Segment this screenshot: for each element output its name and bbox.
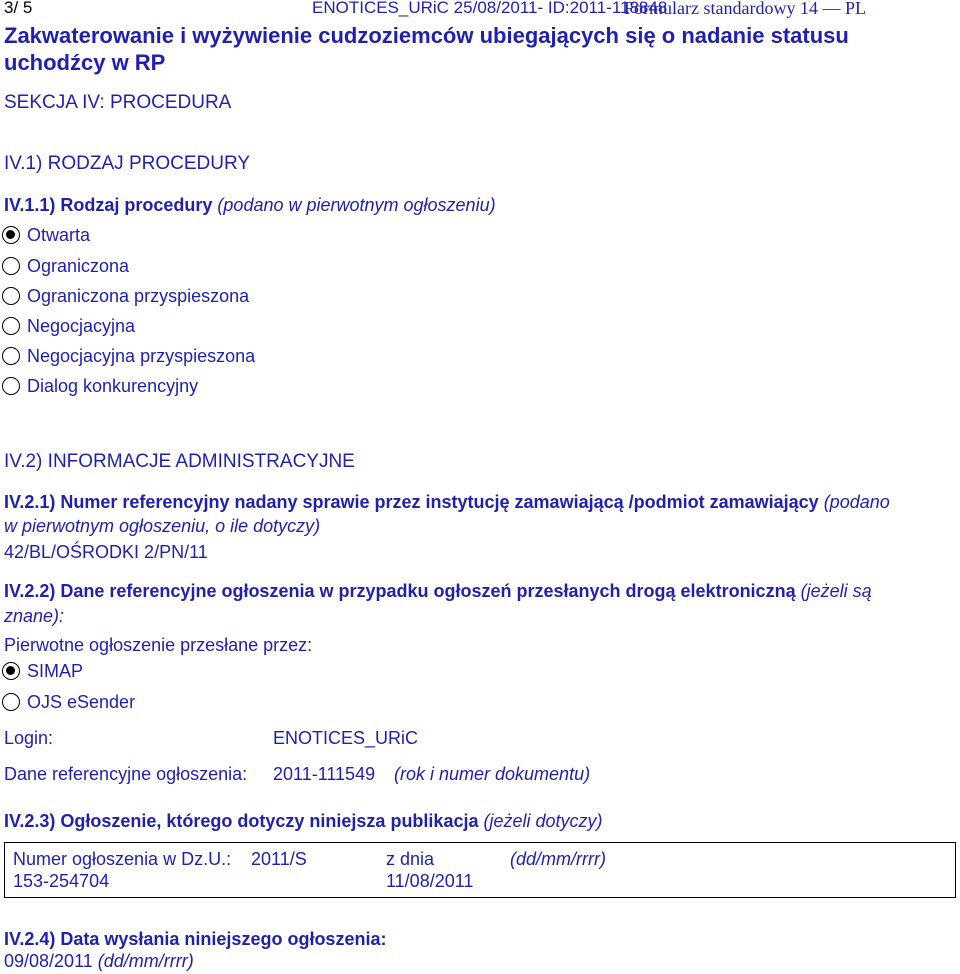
- radio-unchecked-icon[interactable]: [2, 257, 20, 275]
- notice-id: ENOTICES_URiC 25/08/2011- ID:2011-118848: [312, 0, 668, 17]
- radio-unchecked-icon[interactable]: [2, 317, 20, 335]
- login-label: Login:: [4, 728, 54, 748]
- related-notice-heading: [4, 810, 603, 833]
- related-notice-note: (jeżeli dotyczy): [483, 811, 603, 831]
- ref-number-value: 42/BL/OŚRODKI 2/PN/11: [4, 542, 208, 562]
- dispatch-date-line: [4, 950, 194, 973]
- login-value: ENOTICES_URiC: [273, 728, 419, 748]
- radio-unchecked-icon[interactable]: [2, 693, 20, 711]
- ref-number-note: (podano: [823, 492, 890, 512]
- radio-unchecked-icon[interactable]: [2, 377, 20, 395]
- oj-number-label: Numer ogłoszenia w Dz.U.:: [13, 849, 232, 869]
- electronic-ref-label: IV.2.2) Dane referencyjne ogłoszenia w przypadku ogłoszeń przesłanych drogą elektroniczną: [4, 581, 796, 601]
- radio-unchecked-icon[interactable]: [2, 287, 20, 305]
- dispatch-date-format: (dd/mm/rrrr): [97, 951, 194, 971]
- publication-ref-box: [4, 842, 956, 898]
- electronic-ref-heading: [4, 580, 872, 603]
- procedure-option-label: Negocjacyjna przyspieszona: [27, 346, 256, 366]
- sent-by-option[interactable]: [2, 660, 83, 682]
- procedure-type-heading: [4, 194, 496, 217]
- date-format: (dd/mm/rrrr): [510, 849, 606, 869]
- sent-by-option-label: OJS eSender: [27, 692, 136, 712]
- electronic-ref-note-cont: znane):: [4, 606, 65, 626]
- procedure-option-label: Otwarta: [27, 225, 91, 245]
- related-notice-label: IV.2.3) Ogłoszenie, którego dotyczy niniejsza publikacja: [4, 811, 479, 831]
- date-value: 11/08/2011: [386, 871, 474, 891]
- radio-checked-icon[interactable]: [2, 226, 20, 244]
- procedure-option-label: Negocjacyjna: [27, 316, 136, 336]
- sent-by-option[interactable]: [2, 691, 135, 713]
- notice-ref-value: 2011-111549: [273, 764, 376, 784]
- form-label: Formularz standardowy 14 — PL: [624, 0, 866, 18]
- procedure-type-label: IV.1.1) Rodzaj procedury: [4, 195, 213, 215]
- oj-number-part1: 2011/S: [251, 849, 307, 869]
- procedure-option[interactable]: [2, 315, 135, 337]
- notice-ref-label: Dane referencyjne ogłoszenia:: [4, 764, 248, 784]
- dispatch-date-value: 09/08/2011: [4, 951, 93, 971]
- procedure-option[interactable]: [2, 255, 129, 277]
- radio-unchecked-icon[interactable]: [2, 347, 20, 365]
- dispatch-date-heading: IV.2.4) Data wysłania niniejszego ogłoszenia:: [4, 929, 387, 949]
- procedure-option[interactable]: [2, 224, 90, 246]
- procedure-option-label: Ograniczona przyspieszona: [27, 286, 250, 306]
- procedure-type-note: (podano w pierwotnym ogłoszeniu): [217, 195, 496, 215]
- procedure-option[interactable]: [2, 285, 249, 307]
- procedure-option[interactable]: [2, 345, 255, 367]
- notice-ref-format: (rok i numer dokumentu): [394, 764, 591, 784]
- sent-by-label: Pierwotne ogłoszenie przesłane przez:: [4, 635, 313, 655]
- procedure-option-label: Ograniczona: [27, 256, 130, 276]
- page-header: [0, 0, 960, 16]
- ref-number-label: IV.2.1) Numer referencyjny nadany sprawie przez instytucję zamawiającą /podmiot zamawiający: [4, 492, 819, 512]
- ref-number-note-cont: w pierwotnym ogłoszeniu, o ile dotyczy): [4, 516, 321, 536]
- date-label: z dnia: [386, 849, 435, 869]
- sent-by-option-label: SIMAP: [27, 661, 84, 681]
- radio-checked-icon[interactable]: [2, 662, 20, 680]
- page-title: Zakwaterowanie i wyżywienie cudzoziemców ubiegających się o nadanie statusu uchodźcy w RP: [4, 23, 849, 75]
- electronic-ref-note: (jeżeli są: [800, 581, 872, 601]
- admin-heading: IV.2) INFORMACJE ADMINISTRACYJNE: [4, 451, 355, 472]
- ref-number-heading: [4, 491, 890, 514]
- procedure-option[interactable]: [2, 375, 198, 397]
- oj-number-part2: 153-254704: [13, 871, 110, 891]
- procedure-option-label: Dialog konkurencyjny: [27, 376, 199, 396]
- section-heading: SEKCJA IV: PROCEDURA: [4, 92, 232, 113]
- page-number: 3/ 5: [4, 0, 33, 17]
- procedure-heading: IV.1) RODZAJ PROCEDURY: [4, 153, 250, 174]
